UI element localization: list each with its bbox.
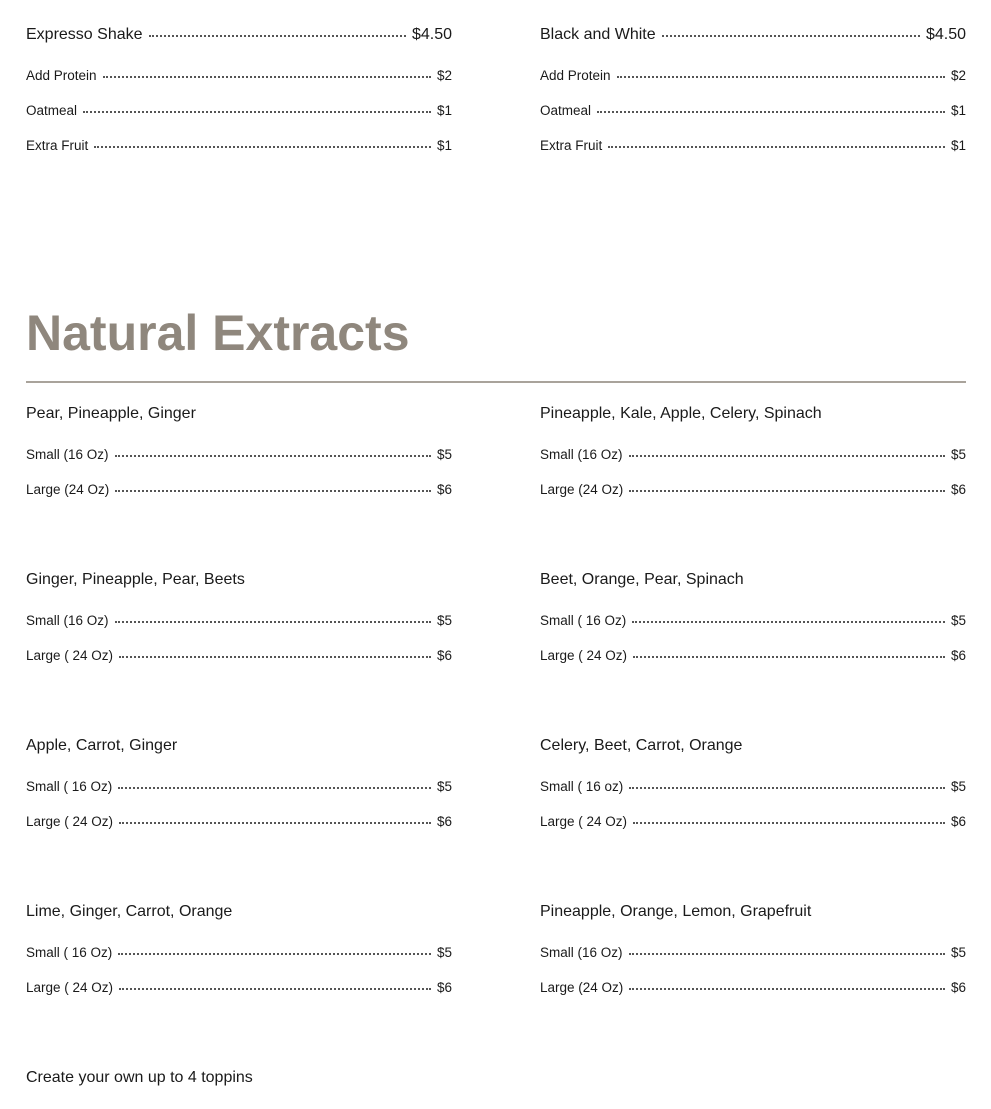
size-row xyxy=(540,613,966,628)
addon-price: $1 xyxy=(950,138,966,153)
size-label: Large ( 24 Oz) xyxy=(26,980,114,995)
size-row xyxy=(540,482,966,497)
create-your-own-note: Create your own up to 4 toppins xyxy=(26,1069,253,1086)
dot-leader xyxy=(119,656,431,658)
addon-price: $1 xyxy=(950,103,966,118)
extract-name: Ginger, Pineapple, Pear, Beets xyxy=(26,571,245,588)
size-row xyxy=(26,613,452,628)
size-label: Large ( 24 Oz) xyxy=(26,814,114,829)
dot-leader xyxy=(629,953,945,955)
addon-price: $2 xyxy=(436,68,452,83)
addon-price: $1 xyxy=(436,103,452,118)
size-label: Small ( 16 Oz) xyxy=(26,945,113,960)
extract-name: Beet, Orange, Pear, Spinach xyxy=(540,571,744,588)
size-label: Small (16 Oz) xyxy=(540,447,623,462)
extract-name: Lime, Ginger, Carrot, Orange xyxy=(26,903,233,920)
size-price: $6 xyxy=(950,980,966,995)
size-label: Large (24 Oz) xyxy=(26,482,110,497)
addon-price: $1 xyxy=(436,138,452,153)
shake-item-row xyxy=(540,26,966,44)
addon-row xyxy=(26,138,452,153)
dot-leader xyxy=(115,490,431,492)
dot-leader xyxy=(115,621,431,623)
extract-name: Pear, Pineapple, Ginger xyxy=(26,405,196,422)
dot-leader xyxy=(629,455,945,457)
size-price: $6 xyxy=(436,814,452,829)
size-price: $5 xyxy=(436,945,452,960)
dot-leader xyxy=(149,35,406,37)
addon-label: Extra Fruit xyxy=(540,138,603,153)
dot-leader xyxy=(119,988,431,990)
size-row xyxy=(540,447,966,462)
addon-row xyxy=(26,103,452,118)
dot-leader xyxy=(83,111,431,113)
size-price: $5 xyxy=(436,447,452,462)
size-price: $5 xyxy=(950,779,966,794)
addon-label: Add Protein xyxy=(540,68,611,83)
dot-leader xyxy=(632,621,945,623)
shake-name: Expresso Shake xyxy=(26,26,143,43)
size-price: $6 xyxy=(950,814,966,829)
addon-label: Oatmeal xyxy=(26,103,78,118)
size-label: Small ( 16 Oz) xyxy=(540,613,627,628)
shake-item-row xyxy=(26,26,452,44)
dot-leader xyxy=(633,822,945,824)
size-price: $5 xyxy=(950,613,966,628)
dot-leader xyxy=(119,822,431,824)
dot-leader xyxy=(629,490,945,492)
size-row xyxy=(26,447,452,462)
shake-price: $4.50 xyxy=(411,26,452,43)
size-row xyxy=(26,482,452,497)
addon-row xyxy=(540,68,966,83)
dot-leader xyxy=(629,988,945,990)
size-label: Small (16 Oz) xyxy=(540,945,623,960)
size-price: $5 xyxy=(950,945,966,960)
dot-leader xyxy=(662,35,920,37)
addon-label: Add Protein xyxy=(26,68,97,83)
size-label: Large ( 24 Oz) xyxy=(26,648,114,663)
addon-price: $2 xyxy=(950,68,966,83)
addon-row xyxy=(26,68,452,83)
shake-price: $4.50 xyxy=(925,26,966,43)
dot-leader xyxy=(103,76,431,78)
size-label: Small ( 16 Oz) xyxy=(26,779,113,794)
section-title-natural-extracts: Natural Extracts xyxy=(26,305,410,361)
size-label: Small ( 16 oz) xyxy=(540,779,624,794)
dot-leader xyxy=(115,455,431,457)
size-row xyxy=(540,814,966,829)
size-price: $6 xyxy=(950,648,966,663)
size-price: $6 xyxy=(436,482,452,497)
size-row xyxy=(26,814,452,829)
dot-leader xyxy=(94,146,431,148)
dot-leader xyxy=(118,787,431,789)
size-row xyxy=(540,779,966,794)
addon-label: Oatmeal xyxy=(540,103,592,118)
size-row xyxy=(26,648,452,663)
extract-name: Apple, Carrot, Ginger xyxy=(26,737,178,754)
size-row xyxy=(26,945,452,960)
size-row xyxy=(540,980,966,995)
size-label: Large (24 Oz) xyxy=(540,980,624,995)
section-divider xyxy=(26,381,966,383)
extract-name: Celery, Beet, Carrot, Orange xyxy=(540,737,743,754)
shake-name: Black and White xyxy=(540,26,656,43)
size-label: Large (24 Oz) xyxy=(540,482,624,497)
size-label: Small (16 Oz) xyxy=(26,613,109,628)
addon-row xyxy=(540,103,966,118)
addon-row xyxy=(540,138,966,153)
size-row xyxy=(540,945,966,960)
dot-leader xyxy=(617,76,945,78)
size-row xyxy=(26,779,452,794)
size-row xyxy=(540,648,966,663)
dot-leader xyxy=(118,953,431,955)
size-price: $6 xyxy=(950,482,966,497)
size-price: $5 xyxy=(950,447,966,462)
addon-label: Extra Fruit xyxy=(26,138,89,153)
extract-name: Pineapple, Kale, Apple, Celery, Spinach xyxy=(540,405,822,422)
dot-leader xyxy=(597,111,945,113)
size-price: $6 xyxy=(436,648,452,663)
dot-leader xyxy=(633,656,945,658)
dot-leader xyxy=(608,146,945,148)
size-label: Large ( 24 Oz) xyxy=(540,814,628,829)
dot-leader xyxy=(629,787,945,789)
size-price: $5 xyxy=(436,613,452,628)
size-row xyxy=(26,980,452,995)
extract-name: Pineapple, Orange, Lemon, Grapefruit xyxy=(540,903,812,920)
size-price: $5 xyxy=(436,779,452,794)
size-price: $6 xyxy=(436,980,452,995)
size-label: Large ( 24 Oz) xyxy=(540,648,628,663)
size-label: Small (16 Oz) xyxy=(26,447,109,462)
